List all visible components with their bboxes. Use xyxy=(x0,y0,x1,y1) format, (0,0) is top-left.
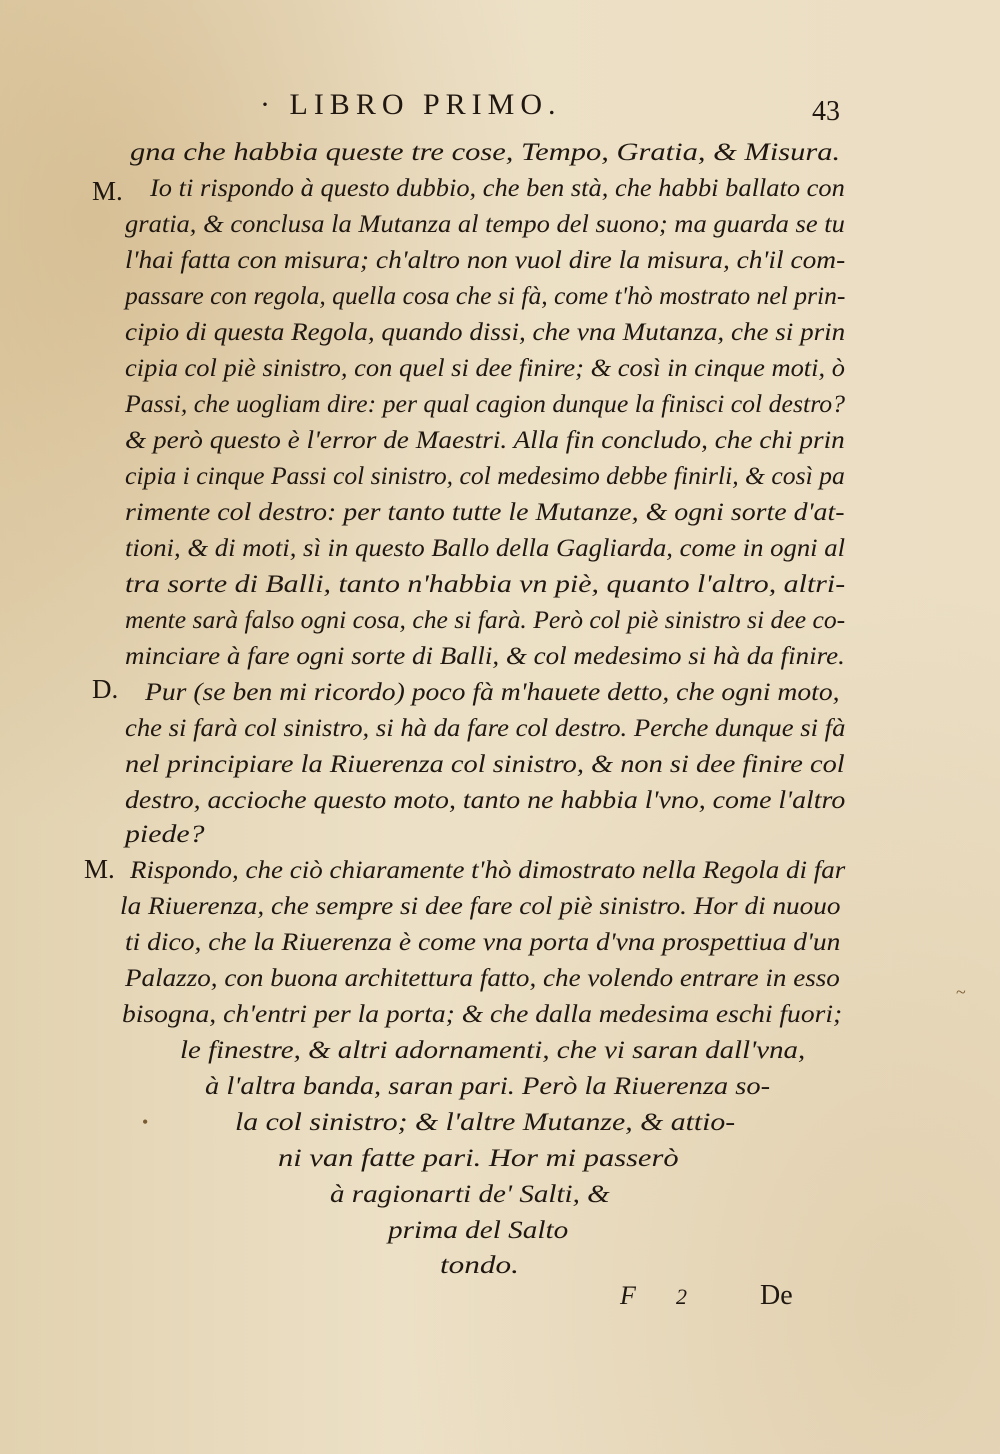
text-line: piede? xyxy=(125,821,205,848)
text-line: Io ti rispondo à questo dubbio, che ben stà, che habbi ballato con xyxy=(150,175,845,202)
text-line: minciare à fare ogni sorte di Balli, & col medesimo si hà da finire. xyxy=(125,643,845,670)
text-line: l'hai fatta con misura; ch'altro non vuol dire la misura, ch'il com- xyxy=(125,247,846,274)
text-line: à ragionarti de' Salti, & xyxy=(330,1181,610,1208)
page-number: 43 xyxy=(812,96,840,127)
speaker-label: M. xyxy=(84,854,115,884)
text-line: Passi, che uogliam dire: per qual cagion dunque la finisci col destro? xyxy=(125,391,846,418)
text-line: prima del Salto xyxy=(388,1217,569,1244)
text-line: bisogna, ch'entri per la porta; & che dalla medesima eschi fuori; xyxy=(122,1001,843,1028)
text-line: Rispondo, che ciò chiaramente t'hò dimostrato nella Regola di far xyxy=(130,857,846,884)
text-line: cipia col piè sinistro, con quel si dee finire; & così in cinque moti, ò xyxy=(125,355,845,382)
running-title: · LIBRO PRIMO. xyxy=(260,88,562,121)
signature-number: 2 xyxy=(676,1284,687,1309)
text-line: che si farà col sinistro, si hà da fare col destro. Perche dunque si fà xyxy=(125,715,846,742)
text-line: tra sorte di Balli, tanto n'habbia vn piè, quanto l'altro, altri- xyxy=(125,571,846,598)
text-line: ni van fatte pari. Hor mi passerò xyxy=(278,1145,679,1172)
text-line: la Riuerenza, che sempre si dee fare col piè sinistro. Hor di nuouo xyxy=(120,893,841,920)
text-line: Palazzo, con buona architettura fatto, che volendo entrare in esso xyxy=(125,965,840,992)
ink-mark: ~ xyxy=(956,982,966,1002)
text-line: à l'altra banda, saran pari. Però la Riuerenza so- xyxy=(205,1073,771,1100)
text-line: ti dico, che la Riuerenza è come vna porta d'vna prospettiua d'un xyxy=(125,929,841,956)
text-line: Pur (se ben mi ricordo) poco fà m'hauete detto, che ogni moto, xyxy=(145,679,840,706)
text-line: gna che habbia queste tre cose, Tempo, Gratia, & Misura. xyxy=(130,139,841,166)
speaker-label: M. xyxy=(92,176,123,206)
text-line: cipia i cinque Passi col sinistro, col medesimo debbe finirli, & così pa xyxy=(125,463,845,490)
ink-mark: • xyxy=(142,1112,149,1132)
speaker-label: D. xyxy=(92,674,119,704)
text-line: tondo. xyxy=(440,1252,520,1279)
text-line: le finestre, & altri adornamenti, che vi saran dall'vna, xyxy=(180,1037,806,1064)
text-line: tioni, & di moti, sì in questo Ballo della Gagliarda, come in ogni al xyxy=(125,535,846,562)
text-line: passare con regola, quella cosa che si fà, come t'hò mostrato nel prin- xyxy=(125,283,846,310)
text-line: cipio di questa Regola, quando dissi, che vna Mutanza, che si prin xyxy=(125,319,846,346)
text-line: la col sinistro; & l'altre Mutanze, & attio- xyxy=(235,1109,736,1136)
text-line: & però questo è l'error de Maestri. Alla fin concludo, che chi prin xyxy=(125,427,845,454)
catchword: De xyxy=(760,1280,793,1311)
text-line: nel principiare la Riuerenza col sinistro, & non si dee finire col xyxy=(125,751,845,778)
text-line: gratia, & conclusa la Mutanza al tempo del suono; ma guarda se tu xyxy=(125,211,845,238)
signature-letter: F xyxy=(620,1281,636,1310)
text-line: mente sarà falso ogni cosa, che si farà. Però col piè sinistro si dee co- xyxy=(125,607,846,634)
text-line: destro, accioche questo moto, tanto ne habbia l'vno, come l'altro xyxy=(125,787,846,814)
text-line: rimente col destro: per tanto tutte le Mutanze, & ogni sorte d'at- xyxy=(125,499,845,526)
